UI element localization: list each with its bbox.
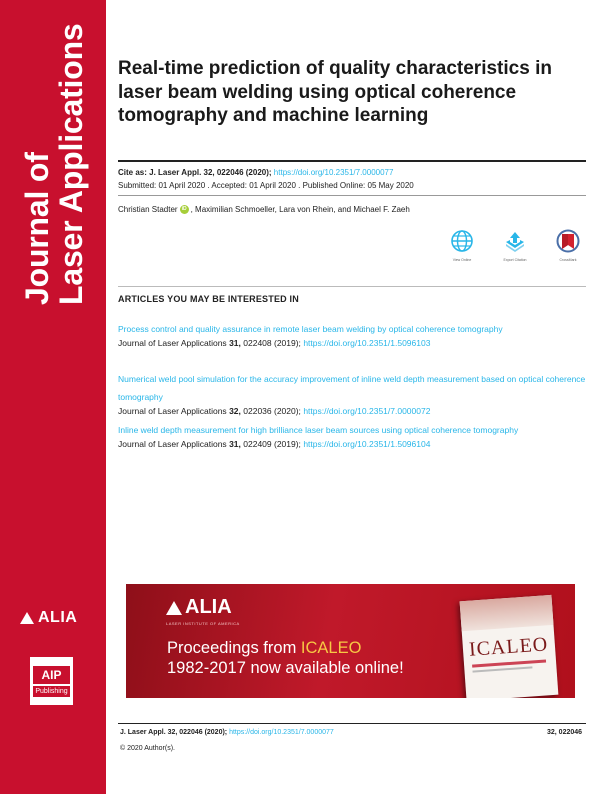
banner-headline bbox=[167, 639, 361, 658]
export-citation-button[interactable] bbox=[497, 229, 533, 262]
journal-title-line1: Journal of bbox=[19, 152, 55, 305]
related-journal: Journal of Laser Applications bbox=[118, 406, 227, 416]
related-doi-link[interactable]: https://doi.org/10.2351/1.5096103 bbox=[303, 338, 431, 348]
publishing-logo-text: Publishing bbox=[33, 686, 70, 697]
alia-logo[interactable] bbox=[20, 609, 77, 627]
globe-icon bbox=[450, 229, 474, 253]
related-volume: 32, bbox=[229, 406, 241, 416]
banner-logo-subtitle: LASER INSTITUTE OF AMERICA bbox=[166, 621, 240, 626]
article-title: Real-time prediction of quality characteristics in laser beam welding using optical coherence tomography and machine learning bbox=[118, 58, 552, 126]
book-cover-title: ICALEO bbox=[468, 633, 549, 661]
related-articles-heading: ARTICLES YOU MAY BE INTERESTED IN bbox=[118, 294, 299, 304]
alia-triangle-icon bbox=[20, 612, 34, 624]
article-doi-link[interactable]: https://doi.org/10.2351/7.0000077 bbox=[273, 168, 394, 177]
divider bbox=[118, 160, 586, 162]
related-doi-link[interactable]: https://doi.org/10.2351/7.0000072 bbox=[303, 406, 431, 416]
footer-doi-link[interactable]: https://doi.org/10.2351/7.0000077 bbox=[229, 729, 334, 736]
aip-logo-text: AIP bbox=[33, 666, 70, 684]
crossmark-label: CrossMark bbox=[559, 258, 577, 262]
orcid-icon[interactable]: iD bbox=[181, 206, 187, 212]
view-online-label: View Online bbox=[452, 258, 472, 262]
related-volume: 31, bbox=[229, 439, 241, 449]
related-volume: 31, bbox=[229, 338, 241, 348]
related-article-title-link[interactable]: Inline weld depth measurement for high brilliance laser beam sources using optical coherence tomography bbox=[118, 425, 519, 435]
author-list bbox=[118, 205, 410, 214]
footer-copyright: © 2020 Author(s). bbox=[120, 745, 175, 752]
banner-logo-text: ALIA bbox=[185, 596, 232, 618]
export-icon bbox=[503, 229, 527, 253]
related-article bbox=[118, 420, 586, 451]
divider bbox=[118, 195, 586, 196]
footer-citation bbox=[120, 729, 334, 736]
journal-title-line2: Laser Applications bbox=[53, 23, 89, 305]
submission-dates: Submitted: 01 April 2020 . Accepted: 01 April 2020 . Published Online: 05 May 2020 bbox=[118, 181, 414, 190]
related-article-number: 022408 (2019); bbox=[243, 338, 301, 348]
journal-title bbox=[20, 15, 88, 305]
related-article-number: 022036 (2020); bbox=[243, 406, 301, 416]
author-first[interactable]: Christian Stadter bbox=[118, 205, 178, 214]
related-doi-link[interactable]: https://doi.org/10.2351/1.5096104 bbox=[303, 439, 431, 449]
divider bbox=[118, 723, 586, 724]
aip-publishing-logo[interactable] bbox=[30, 657, 73, 705]
footer-cite-text: J. Laser Appl. 32, 022046 (2020); bbox=[120, 729, 228, 736]
banner-headline-highlight: ICALEO bbox=[300, 639, 362, 657]
view-online-button[interactable] bbox=[444, 229, 480, 262]
related-article bbox=[118, 369, 586, 418]
banner-subheadline: 1982-2017 now available online! bbox=[167, 659, 404, 677]
alia-triangle-icon bbox=[166, 601, 182, 615]
related-journal: Journal of Laser Applications bbox=[118, 439, 227, 449]
cite-label: Cite as: J. Laser Appl. 32, 022046 (2020); bbox=[118, 168, 272, 177]
footer-page-number: 32, 022046 bbox=[547, 729, 583, 736]
crossmark-icon bbox=[556, 229, 580, 253]
banner-headline-prefix: Proceedings from bbox=[167, 639, 297, 657]
book-cover-photo bbox=[460, 595, 554, 631]
authors-rest[interactable]: , Maximilian Schmoeller, Lara von Rhein, and Michael F. Zaeh bbox=[190, 205, 410, 214]
journal-sidebar bbox=[0, 0, 106, 794]
related-article bbox=[118, 319, 586, 350]
alia-logo-text: ALIA bbox=[38, 609, 78, 626]
related-article-number: 022409 (2019); bbox=[243, 439, 301, 449]
banner-alia-logo bbox=[166, 596, 232, 619]
related-article-citation bbox=[118, 438, 586, 451]
book-cover-stripe bbox=[472, 666, 532, 672]
related-article-title-link[interactable]: Numerical weld pool simulation for the accuracy improvement of inline weld depth measurement based on optical coherence tomography bbox=[118, 374, 586, 402]
icaleo-banner[interactable] bbox=[126, 584, 575, 698]
export-citation-label: Export Citation bbox=[503, 258, 527, 262]
divider bbox=[118, 286, 586, 287]
article-actions bbox=[444, 229, 586, 267]
related-journal: Journal of Laser Applications bbox=[118, 338, 227, 348]
related-article-citation bbox=[118, 337, 586, 350]
crossmark-button[interactable] bbox=[550, 229, 586, 262]
related-article-title-link[interactable]: Process control and quality assurance in remote laser beam welding by optical coherence tomography bbox=[118, 324, 503, 334]
related-article-citation bbox=[118, 405, 586, 418]
icaleo-book-cover-image bbox=[460, 595, 559, 698]
cite-as-line bbox=[118, 168, 393, 177]
